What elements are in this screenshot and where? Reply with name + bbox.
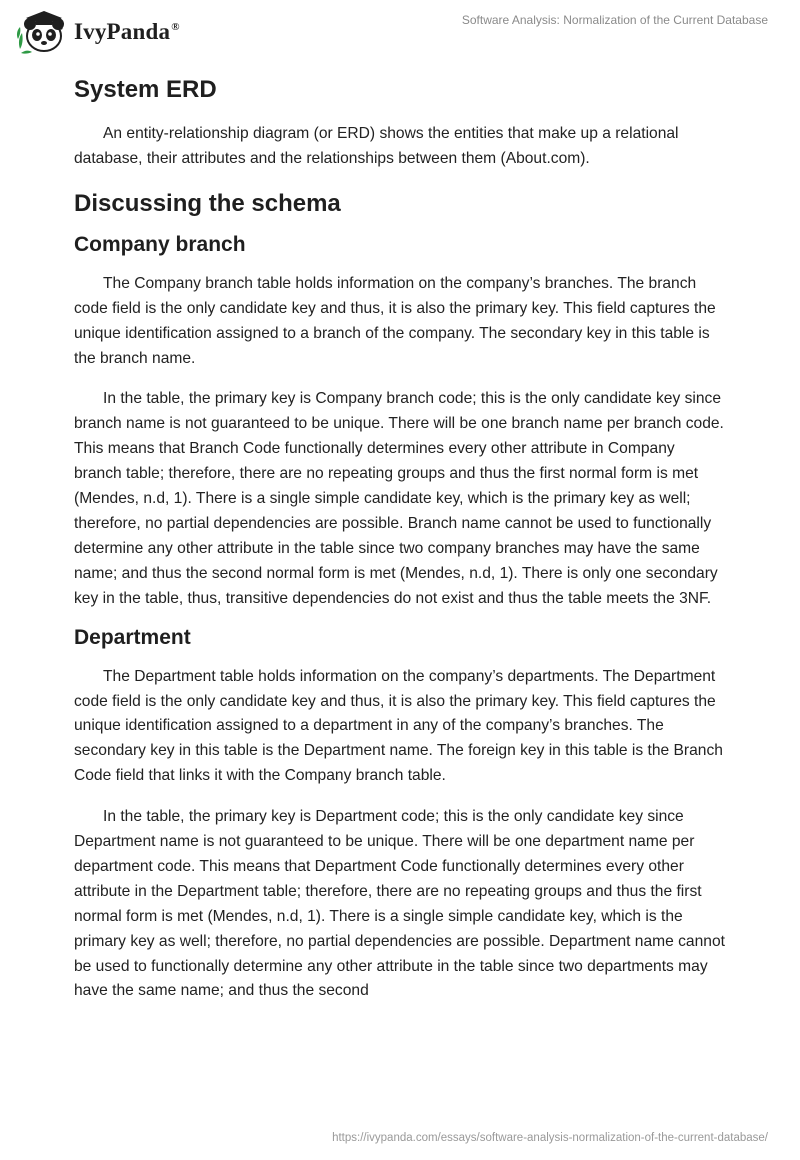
brand-logo-link[interactable] xyxy=(14,9,180,55)
heading-discussing-schema: Discussing the schema xyxy=(74,189,341,217)
document-title: Software Analysis: Normalization of the Current Database xyxy=(461,13,768,27)
paragraph-department-intro: The Department table holds information on the company’s departments. The Department code field is the only candidate key and thus, it is also the primary key. This field captures the unique identification assigned to a department in any of the company’s branches. The secondary key in this table is the Department name. The foreign key in this table is the Branch Code field that links it with the Company branch table. xyxy=(74,667,723,785)
panda-logo-icon xyxy=(14,9,70,55)
heading-company-branch: Company branch xyxy=(74,232,246,256)
brand-name: IvyPanda® xyxy=(74,19,180,44)
paragraph-company-branch-intro: The Company branch table holds information on the company’s branches. The branch code field is the only candidate key and thus, it is also the primary key. This field captures the unique identification assigned to a branch of the company. The secondary key in this table is the branch name. xyxy=(74,274,716,367)
paragraph-erd-definition: An entity-relationship diagram (or ERD) shows the entities that make up a relational database, their attributes and the relationships between them (About.com). xyxy=(74,125,679,167)
article-body xyxy=(74,70,726,1004)
source-url-link[interactable]: https://ivypanda.com/essays/software-analysis-normalization-of-the-current-database/ xyxy=(332,1132,768,1144)
paragraph-department-normalization: In the table, the primary key is Department code; this is the only candidate key since Department name is not guaranteed to be unique. There will be one department name per department code. This means that Department Code functionally determines every other attribute in the Department table; therefore, there are no repeating groups and thus the first normal form is met (Mendes, n.d, 1). There is a single simple candidate key, which is the primary key as well; therefore, no partial dependencies are possible. Department name cannot be used to functionally determine any other attribute in the table since two departments may have the same name; and thus the second xyxy=(74,808,725,1000)
heading-department: Department xyxy=(74,625,191,649)
paragraph-company-branch-normalization: In the table, the primary key is Company branch code; this is the only candidate key since branch name is not guaranteed to be unique. There will be one branch name per branch code. This means that Branch Code functionally determines every other attribute in Company branch table; therefore, there are no repeating groups and thus the first normal form is met (Mendes, n.d, 1). There is a single simple candidate key, which is the primary key as well; therefore, no partial dependencies are possible. Branch name cannot be used to functionally determine any other attribute in the table since two company branches may have the same name; and thus the second normal form is met (Mendes, n.d, 1). There is only one secondary key in the table, thus, transitive dependencies do not exist and thus the table meets the 3NF. xyxy=(74,390,724,607)
brand-registered-mark: ® xyxy=(171,21,180,34)
page-header xyxy=(0,0,800,60)
heading-system-erd: System ERD xyxy=(74,76,217,103)
